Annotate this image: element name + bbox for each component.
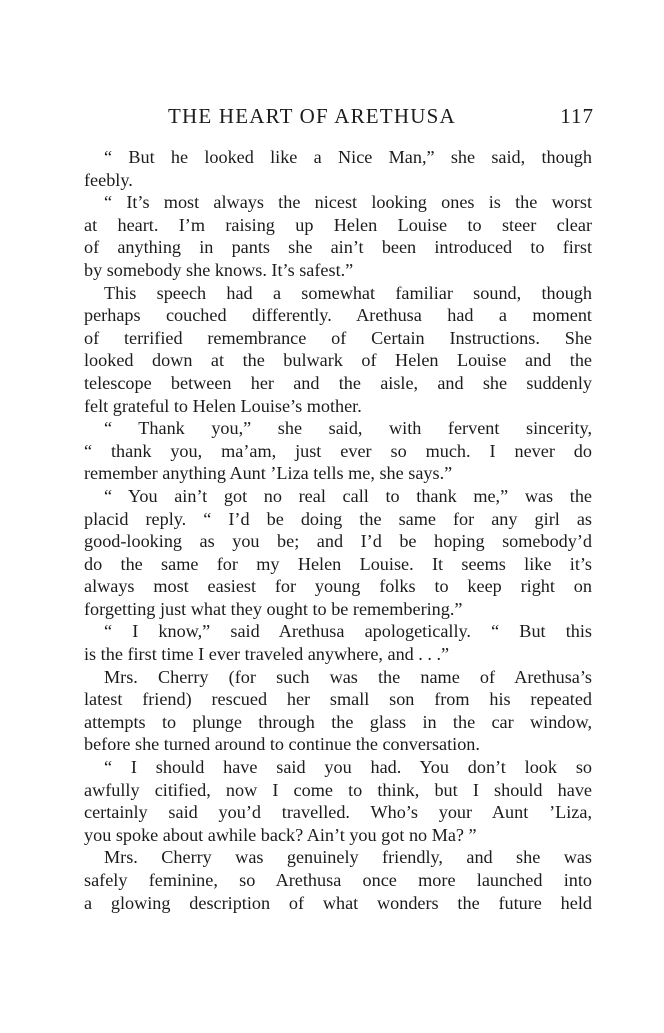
- text-line: of anything in pants she ain’t been introduced to first: [84, 237, 592, 258]
- text-line: you spoke about awhile back? Ain’t you got no Ma? ”: [84, 824, 477, 845]
- text-line: do the same for my Helen Louise. It seems like it’s: [84, 553, 592, 574]
- text-line: “ But he looked like a Nice Man,” she said, though: [104, 147, 592, 167]
- text-line: latest friend) rescued her small son from his repeated: [84, 689, 592, 710]
- text-line: always most easiest for young folks to keep right on: [84, 576, 592, 597]
- text-line: before she turned around to continue the conversation.: [84, 734, 480, 755]
- text-line: “ Thank you,” she said, with fervent sincerity,: [104, 418, 592, 439]
- text-line: by somebody she knows. It’s safest.”: [84, 259, 354, 280]
- text-line: awfully citified, now I come to think, but I should have: [84, 779, 592, 800]
- text-line: “ thank you, ma’am, just ever so much. I never do: [84, 440, 592, 461]
- text-line: “ You ain’t got no real call to thank me,” was the: [104, 485, 592, 506]
- text-line: placid reply. “ I’d be doing the same for any girl as: [84, 508, 592, 529]
- text-line: feebly.: [84, 169, 133, 190]
- text-line: remember anything Aunt ’Liza tells me, she says.”: [84, 463, 453, 484]
- text-line: is the first time I ever traveled anywhere, and . . .”: [84, 644, 450, 665]
- text-line: certainly said you’d travelled. Who’s your Aunt ’Liza,: [84, 802, 592, 823]
- text-line: Mrs. Cherry was genuinely friendly, and she was: [104, 847, 592, 868]
- text-line: good-looking as you be; and I’d be hoping somebody’d: [84, 531, 592, 552]
- page-number: 117: [560, 104, 594, 128]
- text-line: “ I should have said you had. You don’t look so: [104, 757, 592, 778]
- text-line: of terrified remembrance of Certain Instructions. She: [84, 327, 592, 348]
- text-line: forgetting just what they ought to be remembering.”: [84, 598, 463, 619]
- text-line: “ It’s most always the nicest looking ones is the worst: [104, 192, 592, 213]
- running-header: [84, 104, 594, 136]
- text-line: Mrs. Cherry (for such was the name of Arethusa’s: [104, 666, 592, 687]
- text-line: “ I know,” said Arethusa apologetically. “ But this: [104, 621, 592, 642]
- text-line: perhaps couched differently. Arethusa had a moment: [84, 305, 592, 326]
- text-line: attempts to plunge through the glass in the car window,: [84, 711, 592, 732]
- text-line: safely feminine, so Arethusa once more launched into: [84, 870, 592, 890]
- running-title: THE HEART OF ARETHUSA: [168, 104, 456, 128]
- text-line: looked down at the bulwark of Helen Louise and the: [84, 350, 592, 371]
- text-line: telescope between her and the aisle, and she suddenly: [84, 372, 592, 393]
- text-line: a glowing description of what wonders the future held: [84, 892, 592, 913]
- text-line: This speech had a somewhat familiar sound, though: [104, 282, 592, 303]
- text-line: at heart. I’m raising up Helen Louise to steer clear: [84, 214, 592, 235]
- text-line: felt grateful to Helen Louise’s mother.: [84, 395, 362, 416]
- body-text: [84, 146, 592, 914]
